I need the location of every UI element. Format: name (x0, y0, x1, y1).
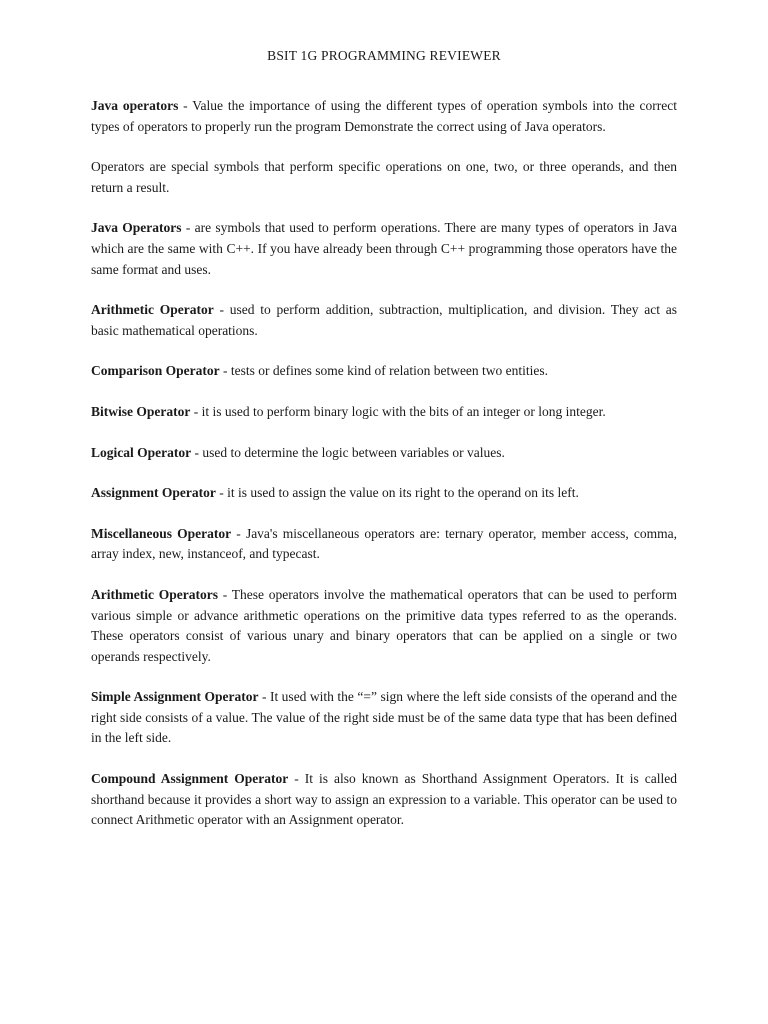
definition-compound-assignment-operator: - It is also known as Shorthand Assignment Operators. It is called shorthand because it provides a short way to assign an expression to a variable. This operator can be used to connect Arithmetic operator with an Assignment operator. (91, 771, 677, 828)
term-java-operators-2: Java Operators (91, 220, 182, 236)
paragraph-arithmetic-operators (91, 585, 677, 667)
term-assignment-operator: Assignment Operator (91, 485, 216, 501)
term-arithmetic-operators: Arithmetic Operators (91, 586, 218, 602)
definition-miscellaneous-operator: - Java's miscellaneous operators are: ternary operator, member access, comma, array index, new, instanceof, and typecast. (91, 525, 677, 562)
term-simple-assignment-operator: Simple Assignment Operator (91, 689, 259, 705)
term-comparison-operator: Comparison Operator (91, 363, 220, 379)
paragraph-compound-assignment-operator (91, 769, 677, 831)
document-page (91, 46, 677, 851)
term-arithmetic-operator: Arithmetic Operator (91, 302, 214, 318)
paragraph-assignment-operator (91, 483, 677, 504)
definition-assignment-operator: - it is used to assign the value on its right to the operand on its left. (215, 485, 579, 501)
definition-arithmetic-operator: - used to perform addition, subtraction, multiplication, and division. They act as basic mathematical operations. (91, 302, 677, 338)
term-bitwise-operator: Bitwise Operator (91, 403, 191, 419)
definition-simple-assignment-operator: - It used with the “=” sign where the left side consists of the operand and the right side consists of a value. The value of the right side must be of the same data type that has been defined in the left side. (91, 689, 678, 746)
term-logical-operator: Logical Operator (91, 444, 192, 460)
paragraph-bitwise-operator (91, 402, 677, 423)
term-compound-assignment-operator: Compound Assignment Operator (91, 771, 289, 787)
definition-operators: Operators are special symbols that perform specific operations on one, two, or three operands, and then return a result. (91, 159, 677, 195)
paragraph-miscellaneous-operator (91, 524, 677, 565)
definition-comparison-operator: - tests or defines some kind of relation between two entities. (219, 363, 549, 379)
paragraph-logical-operator (91, 443, 677, 464)
paragraph-arithmetic-operator (91, 300, 677, 341)
definition-java-operators-2: - are symbols that used to perform operations. There are many types of operators in Java which are the same with C++. If you have already been through C++ programming those operators have the same format and uses. (91, 220, 677, 277)
definition-arithmetic-operators: - These operators involve the mathematical operators that can be used to perform various simple or advance arithmetic operations on the primitive data types referred to as the operands. These operators consist of various unary and binary operators that can be applied on a single or two operands respectively. (91, 586, 677, 664)
term-miscellaneous-operator: Miscellaneous Operator (91, 525, 232, 541)
definition-bitwise-operator: - it is used to perform binary logic with the bits of an integer or long integer. (190, 403, 606, 419)
paragraph-operators-definition (91, 157, 677, 198)
paragraph-simple-assignment-operator (91, 687, 677, 749)
paragraph-java-operators (91, 218, 677, 280)
document-title: BSIT 1G PROGRAMMING REVIEWER (267, 48, 501, 63)
paragraph-java-operators-intro (91, 96, 677, 137)
definition-java-operators: - Value the importance of using the different types of operation symbols into the correct types of operators to properly run the program Demonstrate the correct using of Java operators. (91, 98, 678, 134)
paragraph-comparison-operator (91, 361, 677, 382)
term-java-operators: Java operators (91, 98, 179, 113)
definition-logical-operator: - used to determine the logic between variables or values. (191, 444, 505, 460)
